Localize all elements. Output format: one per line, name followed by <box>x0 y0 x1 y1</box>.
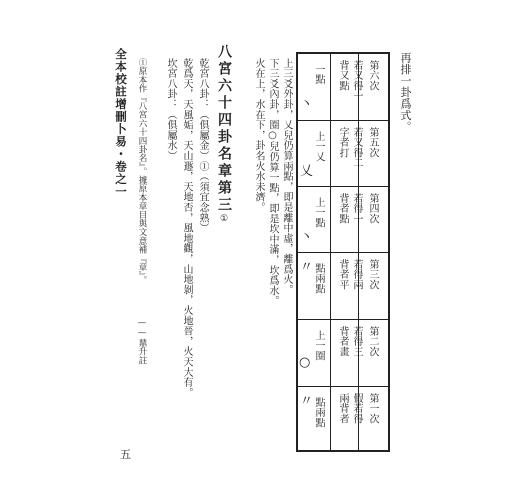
divination-table <box>296 52 390 452</box>
yao-mark: 〃 <box>300 394 314 409</box>
row-left: 上一圈 <box>313 330 324 361</box>
intro-text: 再排一卦爲式。 <box>399 52 412 133</box>
table-row <box>298 386 388 451</box>
page-number: 五 <box>120 448 131 461</box>
row-right: 若得三 <box>351 326 362 357</box>
row-label: 第四次 <box>367 193 378 224</box>
table-row <box>298 252 388 320</box>
row-right: 若得兩 <box>351 259 362 290</box>
yao-mark: ○ <box>299 355 311 370</box>
yao-mark: 乂 <box>300 164 314 179</box>
yao-mark: 〃 <box>300 260 314 275</box>
row-mid: 字者打 <box>337 127 348 158</box>
row-right: 若又得二 <box>351 127 362 169</box>
note-line: 上三爻外卦，乂兒仍算兩點，即是離中虛，離爲火。 <box>281 58 292 295</box>
row-mid: 背者畫 <box>337 326 348 357</box>
chapter-title <box>214 44 234 227</box>
footnote-signature: ——鼎升註 <box>137 318 147 365</box>
note-line: 火在上，水在下，卦名火水未濟。 <box>253 58 264 213</box>
row-mid: 兩背者 <box>337 393 348 424</box>
row-label: 第三次 <box>367 259 378 290</box>
footnote-text: ①原本作『八宮六十四卦名』。據原本章目與文意補『章』。 <box>137 58 147 285</box>
row-mid: 背者平 <box>337 259 348 290</box>
row-left: 點兩點 <box>313 263 324 294</box>
running-head: 全本校註增刪卜易・卷之一 <box>114 48 128 198</box>
row-right: 若得一 <box>351 193 362 224</box>
note-line: 下三爻內卦，圈○兒仍算一點，即是坎中滿，坎爲水。 <box>267 58 278 307</box>
row-mid: 背又點 <box>337 60 348 91</box>
table-row <box>298 319 388 387</box>
row-label: 第六次 <box>367 60 378 91</box>
qian-list: 乾爲天，天風姤，天山遯，天地否，風地觀，山地剝，火地晉，火天大有。 <box>181 58 192 398</box>
row-label: 第一次 <box>367 393 378 424</box>
qian-heading: 乾宮八卦：（俱屬金）①（須宜念熟） <box>197 58 208 234</box>
row-right: 假若得 <box>351 393 362 424</box>
row-mid: 背者點 <box>337 193 348 224</box>
row-label: 第五次 <box>367 127 378 158</box>
chapter-title-text: 八宮六十四卦名章第三 <box>216 44 232 214</box>
kan-heading: 坎宮八卦：（俱屬水） <box>165 58 176 161</box>
row-left: 上一點 <box>313 197 324 228</box>
yao-mark: 丶 <box>300 97 314 112</box>
row-left: 上一乂 <box>313 131 324 162</box>
footnote-marker: ① <box>219 214 229 227</box>
row-label: 第二次 <box>367 326 378 357</box>
table-row <box>298 54 388 120</box>
yao-mark: 丶 <box>300 230 314 245</box>
table-row <box>298 120 388 187</box>
row-right: 若又得一 <box>351 60 362 102</box>
row-left: 點兩點 <box>313 397 324 428</box>
row-left: 一點 <box>313 64 324 85</box>
table-row <box>298 186 388 253</box>
